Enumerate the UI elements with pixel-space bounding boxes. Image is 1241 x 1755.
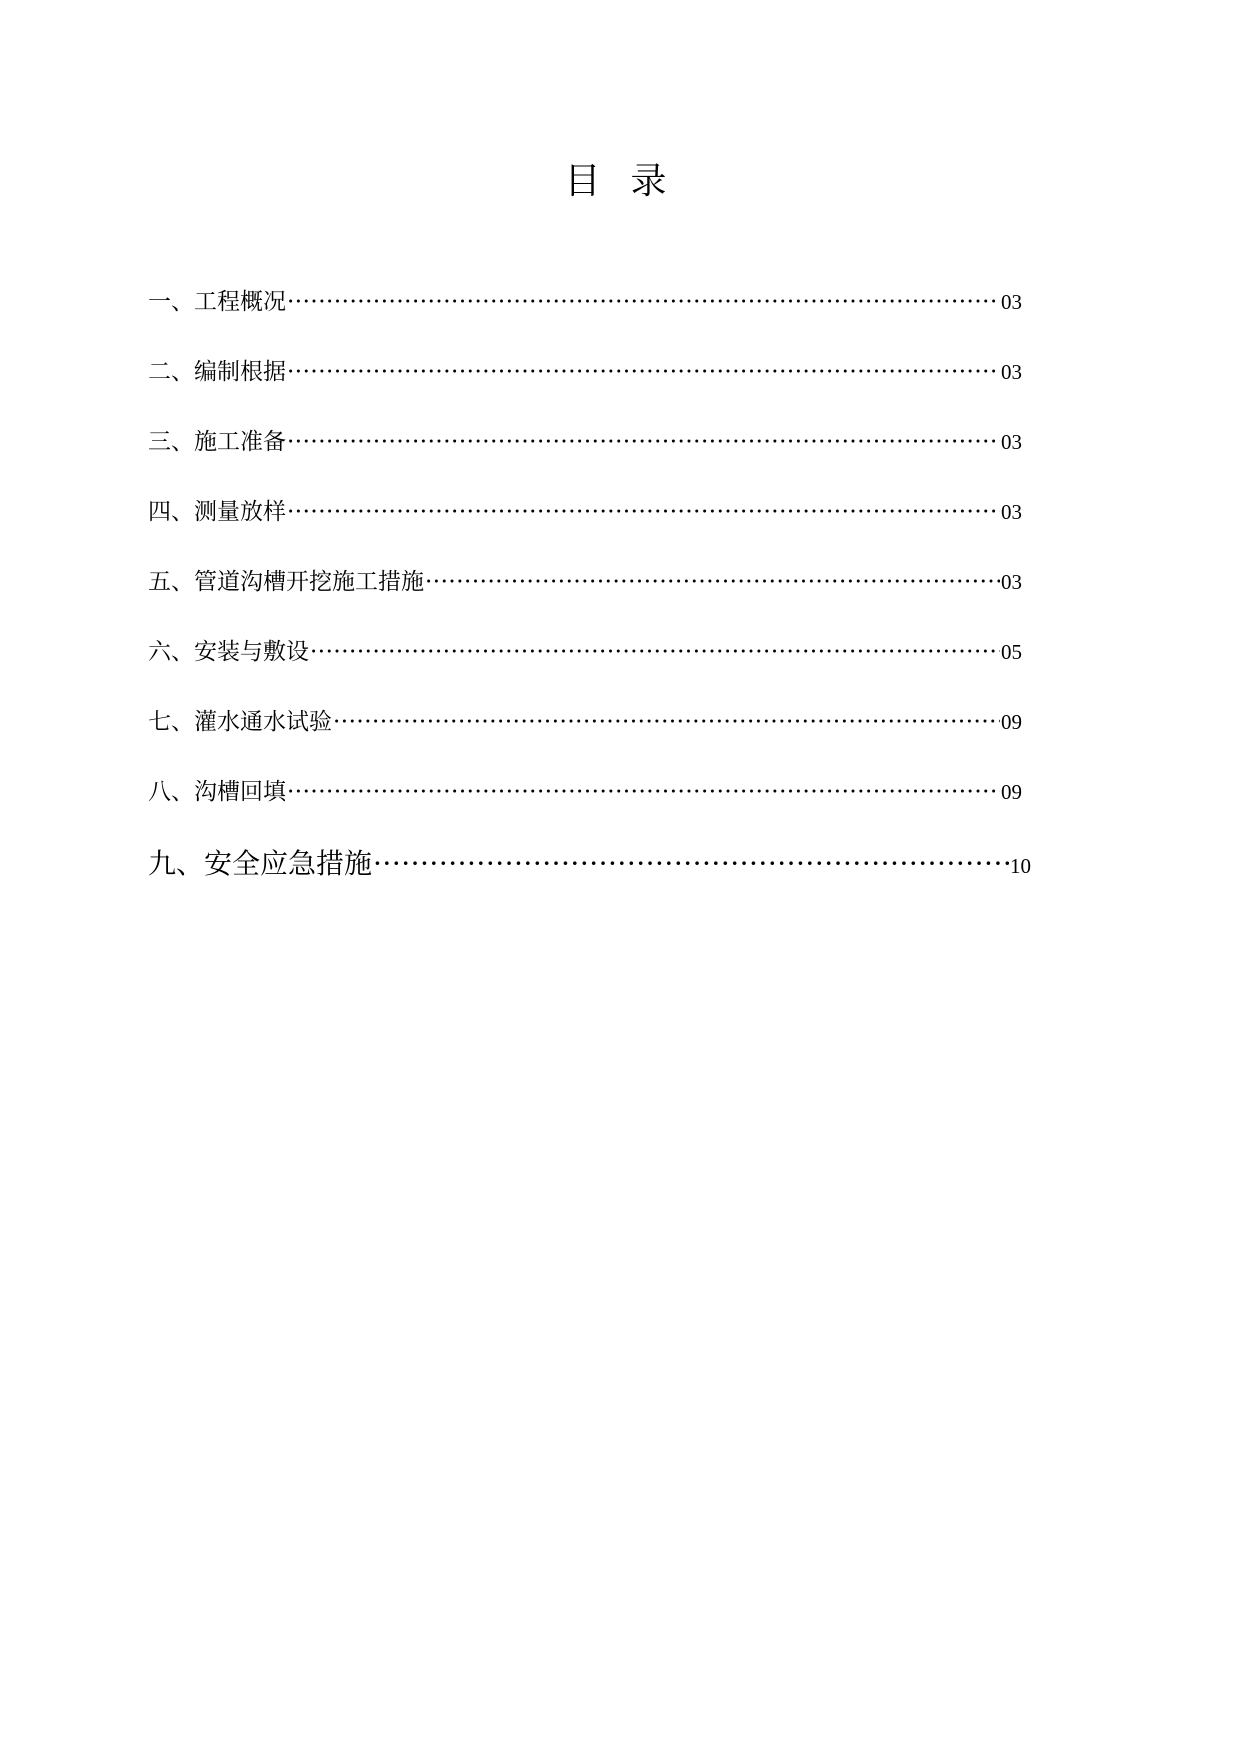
page-title: 目录 — [564, 161, 697, 202]
toc-entry-label: 一、工程概况 — [148, 289, 286, 315]
toc-entry-label: 七、灌水通水试验 — [148, 709, 332, 735]
toc-entry-page: 03 — [1001, 570, 1022, 594]
toc-entry-page: 10 — [1010, 854, 1031, 878]
toc-dot-leader — [310, 637, 1000, 667]
toc-entry[interactable] — [148, 497, 1022, 527]
toc-dot-leader — [287, 497, 1000, 527]
toc-entry-page: 09 — [1001, 780, 1022, 804]
toc-entry-page: 03 — [1001, 290, 1022, 314]
toc-dot-leader — [287, 357, 1000, 387]
toc-entry-label: 五、管道沟槽开挖施工措施 — [148, 569, 424, 595]
toc-dot-leader — [373, 846, 1009, 882]
toc-entry[interactable] — [148, 287, 1022, 317]
toc-entry-label: 六、安装与敷设 — [148, 639, 309, 665]
toc-entry-page: 05 — [1001, 640, 1022, 664]
toc-entry-page: 09 — [1001, 710, 1022, 734]
toc-entry[interactable] — [148, 427, 1022, 457]
toc-entry[interactable] — [148, 567, 1022, 597]
toc-entry[interactable] — [148, 846, 1031, 884]
toc-entry-page: 03 — [1001, 430, 1022, 454]
toc-entry[interactable] — [148, 357, 1022, 387]
toc-entry[interactable] — [148, 707, 1022, 737]
toc-entry[interactable] — [148, 777, 1022, 807]
toc-entry-page: 03 — [1001, 500, 1022, 524]
toc-dot-leader — [333, 707, 1000, 737]
toc-entry-label: 九、安全应急措施 — [148, 847, 373, 880]
toc-entry-label: 四、测量放样 — [148, 499, 286, 525]
toc-dot-leader — [287, 777, 1000, 807]
toc-entry-label: 八、沟槽回填 — [148, 779, 286, 805]
toc-dot-leader — [287, 287, 1000, 317]
toc-dot-leader — [287, 427, 1000, 457]
toc-entry[interactable] — [148, 637, 1022, 667]
toc-entry-label: 三、施工准备 — [148, 429, 286, 455]
toc-entry-label: 二、编制根据 — [148, 359, 286, 385]
toc-entry-page: 03 — [1001, 360, 1022, 384]
toc-dot-leader — [425, 567, 1000, 597]
